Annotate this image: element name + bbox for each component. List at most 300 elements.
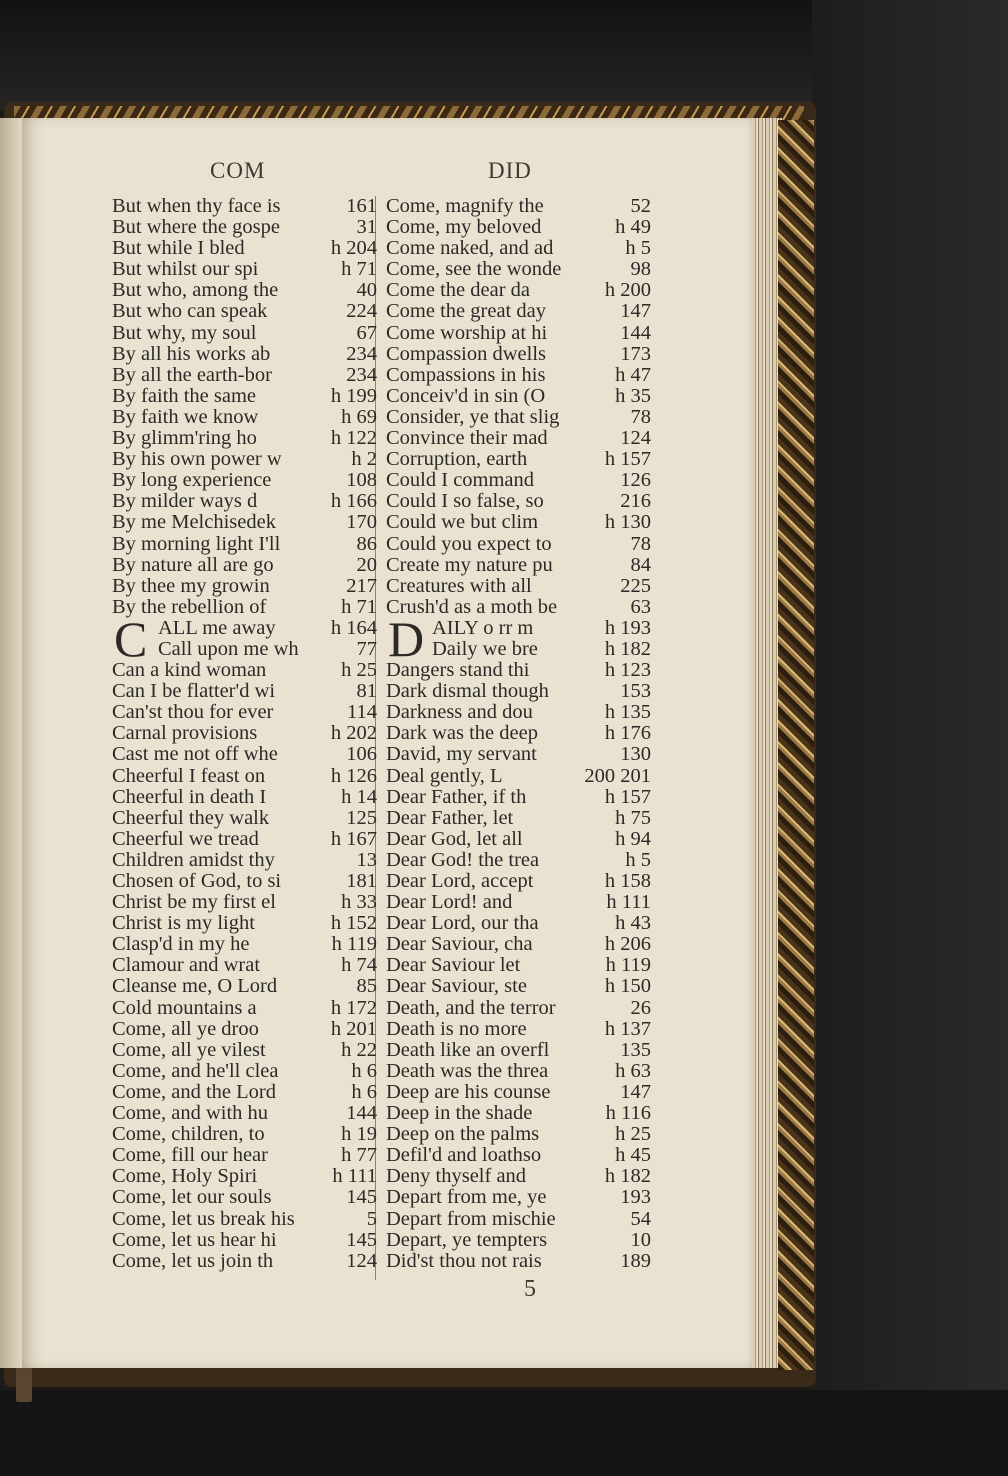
entry-text: Did'st thou not rais (386, 1249, 542, 1272)
index-entry (112, 1230, 377, 1251)
entry-text: By long experience (112, 469, 272, 492)
entry-number: h 119 (605, 954, 651, 977)
entry-number: 144 (346, 1102, 377, 1125)
entry-number: h 45 (615, 1144, 651, 1167)
entry-text: Cheerful in death I (112, 785, 267, 808)
entry-number: h 176 (604, 722, 651, 745)
index-entry (112, 238, 377, 259)
index-entry (112, 1124, 377, 1145)
index-entry (386, 934, 651, 955)
entry-number: h 204 (330, 237, 377, 260)
index-entry (386, 1124, 651, 1145)
entry-text: Come the great day (386, 300, 546, 323)
index-entry (386, 512, 651, 533)
entry-number: h 166 (330, 490, 377, 513)
entry-text: Dear Saviour, cha (386, 933, 533, 956)
entry-text: Christ is my light (112, 912, 255, 935)
entry-text: Children amidst thy (112, 848, 275, 871)
ribbon-marker (16, 1368, 32, 1402)
index-entry (386, 892, 651, 913)
index-entry (386, 196, 651, 217)
entry-number: 145 (346, 1228, 377, 1251)
index-entry (386, 702, 651, 723)
entry-number: h 75 (615, 806, 651, 829)
entry-number: h 157 (604, 785, 651, 808)
section-start-d (386, 610, 651, 667)
entry-number: 124 (346, 1249, 377, 1272)
entry-number: h 49 (615, 216, 651, 239)
entry-number: h 5 (625, 848, 651, 871)
index-entry (112, 344, 377, 365)
drop-cap-d: D (388, 610, 425, 667)
entry-text: David, my servant (386, 743, 537, 766)
entry-text: Come, let us hear hi (112, 1228, 277, 1251)
entry-number: 63 (630, 595, 651, 618)
index-entry (112, 1061, 377, 1082)
entry-number: 193 (620, 1186, 651, 1209)
entry-text: Come, let our souls (112, 1186, 272, 1209)
entry-number: 114 (347, 701, 377, 724)
entry-number: 81 (356, 680, 377, 703)
entry-text: Deep are his counse (386, 1080, 551, 1103)
entry-text: Dear God, let all (386, 827, 523, 850)
index-entry (386, 660, 651, 681)
entry-text: But where the gospe (112, 216, 280, 239)
entry-number: h 201 (330, 1017, 377, 1040)
entry-text: But whilst our spi (112, 258, 259, 281)
entry-number: 26 (630, 996, 651, 1019)
entry-text: Could we but clim (386, 511, 539, 534)
entry-number: 54 (630, 1207, 651, 1230)
entry-number: h 74 (341, 954, 377, 977)
entry-number: h 119 (331, 933, 377, 956)
entry-text: By milder ways d (112, 490, 258, 513)
index-entry (112, 702, 377, 723)
index-entry (386, 787, 651, 808)
entry-number: h 25 (615, 1123, 651, 1146)
index-entry (112, 723, 377, 744)
index-entry (112, 829, 377, 850)
index-entry (112, 1145, 377, 1166)
entry-number: 31 (356, 216, 377, 239)
index-list-c-entries-cont (386, 196, 651, 618)
entry-text: Dear Saviour, ste (386, 975, 527, 998)
entry-text: ALL me away (158, 616, 276, 639)
index-entry (386, 597, 651, 618)
entry-text: Come worship at hi (386, 321, 548, 344)
entry-text: Dangers stand thi (386, 659, 530, 682)
index-entry (112, 892, 377, 913)
entry-text: Daily we bre (432, 637, 538, 660)
entry-number: 77 (356, 637, 377, 660)
entry-number: 98 (630, 258, 651, 281)
entry-text: Darkness and dou (386, 701, 533, 724)
entry-number: 108 (346, 469, 377, 492)
entry-text: Deep on the palms (386, 1123, 540, 1146)
entry-text: Consider, ye that slig (386, 405, 560, 428)
entry-text: Come naked, and ad (386, 237, 554, 260)
entry-text: Come, magnify the (386, 195, 544, 217)
index-entry (386, 555, 651, 576)
entry-text: Cleanse me, O Lord (112, 975, 278, 998)
index-entry (112, 217, 377, 238)
entry-text: But why, my soul (112, 321, 257, 344)
entry-number: h 157 (604, 448, 651, 471)
index-entry (112, 512, 377, 533)
entry-text: Can I be flatter'd wi (112, 680, 276, 703)
entry-text: Come, and he'll clea (112, 1059, 279, 1082)
entry-number: h 167 (330, 827, 377, 850)
drop-cap-c: C (114, 610, 148, 667)
index-entry (386, 217, 651, 238)
index-entry (112, 1040, 377, 1061)
index-entry (386, 365, 651, 386)
entry-text: By faith the same (112, 384, 257, 407)
index-entry (386, 850, 651, 871)
entry-number: h 182 (604, 637, 651, 660)
entry-number: 86 (356, 532, 377, 555)
entry-text: Convince their mad (386, 427, 548, 450)
entry-text: Clamour and wrat (112, 954, 261, 977)
entry-number: 5 (366, 1207, 377, 1230)
index-column-right (386, 196, 651, 1272)
index-column-left (112, 196, 377, 1272)
entry-text: Deny thyself and (386, 1165, 527, 1188)
entry-number: h 47 (615, 363, 651, 386)
entry-number: h 25 (341, 659, 377, 682)
entry-text: Cast me not off whe (112, 743, 278, 766)
entry-number: 78 (630, 532, 651, 555)
index-entry (386, 301, 651, 322)
index-entry (386, 723, 651, 744)
index-entry (386, 1082, 651, 1103)
entry-text: By glimm'ring ho (112, 427, 257, 450)
entry-text: Defil'd and loathso (386, 1144, 542, 1167)
entry-number: 153 (620, 680, 651, 703)
index-entry (112, 365, 377, 386)
index-entry (112, 998, 377, 1019)
entry-text: Corruption, earth (386, 448, 528, 471)
entry-number: h 126 (330, 764, 377, 787)
index-list-d-entries (386, 660, 651, 1272)
index-entry (386, 449, 651, 470)
index-entry (386, 1145, 651, 1166)
entry-number: 126 (620, 469, 651, 492)
entry-text: Clasp'd in my he (112, 933, 250, 956)
background-right (812, 0, 1008, 1476)
entry-text: Come, all ye vilest (112, 1038, 266, 1061)
index-entry (112, 576, 377, 597)
entry-number: h 150 (604, 975, 651, 998)
index-entry (112, 323, 377, 344)
index-entry (112, 555, 377, 576)
index-entry (158, 639, 377, 660)
entry-number: 145 (346, 1186, 377, 1209)
entry-text: But when thy face is (112, 195, 281, 217)
entry-text: By his own power w (112, 448, 282, 471)
entry-text: Come, and the Lord (112, 1080, 276, 1103)
entry-number: h 135 (604, 701, 651, 724)
index-entry (112, 259, 377, 280)
index-entry (112, 491, 377, 512)
entry-number: h 2 (351, 448, 377, 471)
index-entry (386, 1230, 651, 1251)
entry-number: 135 (620, 1038, 651, 1061)
entry-number: 52 (630, 195, 651, 217)
index-entry (386, 808, 651, 829)
index-entry (112, 1209, 377, 1230)
entry-number: h 122 (330, 427, 377, 450)
entry-text: Create my nature pu (386, 553, 553, 576)
entry-number: 20 (356, 553, 377, 576)
entry-number: h 116 (605, 1102, 651, 1125)
entry-number: h 71 (341, 258, 377, 281)
entry-number: 173 (620, 342, 651, 365)
index-entry (386, 829, 651, 850)
entry-text: Could I so false, so (386, 490, 544, 513)
entry-number: 67 (356, 321, 377, 344)
entry-text: Chosen of God, to si (112, 870, 282, 892)
entry-text: Dear Father, let (386, 806, 514, 829)
entry-number: h 164 (330, 616, 377, 639)
entry-text: Dark was the deep (386, 722, 538, 745)
index-entry (386, 534, 651, 555)
entry-text: Cheerful I feast on (112, 764, 266, 787)
entry-number: 225 (620, 574, 651, 597)
entry-text: Come, let us join th (112, 1249, 274, 1272)
index-entry (386, 766, 651, 787)
index-entry (112, 470, 377, 491)
entry-number: 217 (346, 574, 377, 597)
entry-text: Death, and the terror (386, 996, 556, 1019)
entry-number: h 111 (332, 1165, 377, 1188)
index-entry (386, 323, 651, 344)
index-entry (386, 955, 651, 976)
entry-number: 106 (346, 743, 377, 766)
entry-number: 170 (346, 511, 377, 534)
entry-text: Depart, ye tempters (386, 1228, 548, 1251)
index-entry (112, 787, 377, 808)
entry-text: Death was the threa (386, 1059, 549, 1082)
entry-text: Depart from mischie (386, 1207, 556, 1230)
entry-text: Come, my beloved (386, 216, 542, 239)
index-entry (112, 744, 377, 765)
index-entry (112, 428, 377, 449)
entry-text: Come, see the wonde (386, 258, 562, 281)
entry-text: Come, Holy Spiri (112, 1165, 258, 1188)
index-entry (386, 280, 651, 301)
entry-number: 40 (356, 279, 377, 302)
running-head-right: DID (488, 158, 532, 183)
index-entry (112, 534, 377, 555)
index-entry (112, 1019, 377, 1040)
entry-number: 181 (346, 870, 377, 892)
entry-text: By nature all are go (112, 553, 274, 576)
index-entry (112, 766, 377, 787)
entry-text: Call upon me wh (158, 637, 299, 660)
index-list-b-entries (112, 196, 377, 618)
entry-text: Can'st thou for ever (112, 701, 274, 724)
entry-number: h 22 (341, 1038, 377, 1061)
entry-text: Come the dear da (386, 279, 531, 302)
entry-text: Come, and with hu (112, 1102, 269, 1125)
entry-number: h 182 (604, 1165, 651, 1188)
entry-number: h 123 (604, 659, 651, 682)
index-entry (386, 576, 651, 597)
entry-number: 124 (620, 427, 651, 450)
entry-number: h 6 (351, 1059, 377, 1082)
section-start-c (112, 610, 377, 667)
entry-text: Dear Lord! and (386, 891, 513, 914)
index-entry (112, 808, 377, 829)
entry-number: 147 (620, 300, 651, 323)
index-entry (158, 618, 377, 639)
index-entry (386, 744, 651, 765)
index-entry (112, 660, 377, 681)
entry-text: Carnal provisions (112, 722, 258, 745)
entry-text: Dear God! the trea (386, 848, 540, 871)
index-entry (386, 1209, 651, 1230)
index-entry (386, 1061, 651, 1082)
entry-number: 130 (620, 743, 651, 766)
index-entry (386, 407, 651, 428)
entry-number: h 19 (341, 1123, 377, 1146)
entry-text: By morning light I'll (112, 532, 281, 555)
entry-number: h 111 (606, 891, 651, 914)
entry-text: Come, children, to (112, 1123, 265, 1146)
index-entry (386, 470, 651, 491)
entry-number: 144 (620, 321, 651, 344)
entry-text: Dear Lord, accept (386, 870, 534, 892)
entry-text: Come, let us break his (112, 1207, 295, 1230)
entry-number: 78 (630, 405, 651, 428)
entry-text: Dear Father, if th (386, 785, 527, 808)
entry-number: h 158 (604, 870, 651, 892)
entry-number: h 77 (341, 1144, 377, 1167)
entry-text: Crush'd as a moth be (386, 595, 558, 618)
entry-text: But who, among the (112, 279, 279, 302)
entry-number: h 35 (615, 384, 651, 407)
entry-text: Cheerful we tread (112, 827, 259, 850)
entry-text: Come, fill our hear (112, 1144, 268, 1167)
entry-text: Compassion dwells (386, 342, 547, 365)
index-entry (386, 1040, 651, 1061)
entry-text: Dark dismal though (386, 680, 549, 703)
entry-number: h 200 (604, 279, 651, 302)
index-entry (112, 850, 377, 871)
entry-text: Death is no more (386, 1017, 527, 1040)
entry-number: h 63 (615, 1059, 651, 1082)
entry-number: 84 (630, 553, 651, 576)
entry-number: h 6 (351, 1080, 377, 1103)
entry-number: h 33 (341, 891, 377, 914)
entry-number: h 193 (604, 616, 651, 639)
entry-number: 10 (630, 1228, 651, 1251)
entry-number: 200 201 (584, 764, 651, 787)
index-entry (386, 238, 651, 259)
entry-number: h 71 (341, 595, 377, 618)
entry-text: Death like an overfl (386, 1038, 550, 1061)
index-list-c-entries (112, 660, 377, 1272)
entry-number: h 14 (341, 785, 377, 808)
entry-number: h 206 (604, 933, 651, 956)
index-entry (112, 597, 377, 618)
index-entry (112, 1103, 377, 1124)
entry-number: 125 (346, 806, 377, 829)
entry-text: Dear Lord, our tha (386, 912, 539, 935)
background-bottom (0, 1390, 1008, 1476)
entry-number: h 152 (330, 912, 377, 935)
entry-text: Depart from me, ye (386, 1186, 547, 1209)
index-entry (386, 913, 651, 934)
entry-number: 216 (620, 490, 651, 513)
entry-number: 224 (346, 300, 377, 323)
entry-number: h 199 (330, 384, 377, 407)
index-entry (112, 1082, 377, 1103)
entry-text: By all the earth-bor (112, 363, 272, 386)
index-entry (432, 618, 651, 639)
entry-number: h 202 (330, 722, 377, 745)
entry-number: h 94 (615, 827, 651, 850)
entry-text: By the rebellion of (112, 595, 267, 618)
entry-number: h 5 (625, 237, 651, 260)
index-entry (112, 913, 377, 934)
entry-number: 147 (620, 1080, 651, 1103)
index-entry (112, 934, 377, 955)
entry-text: Come, all ye droo (112, 1017, 259, 1040)
index-entry (112, 1166, 377, 1187)
index-entry (386, 344, 651, 365)
entry-text: By me Melchisedek (112, 511, 276, 534)
index-entry (112, 196, 377, 217)
entry-number: 189 (620, 1249, 651, 1272)
entry-text: Could I command (386, 469, 535, 492)
index-entry (386, 998, 651, 1019)
entry-text: Conceiv'd in sin (O (386, 384, 546, 407)
entry-number: 13 (356, 848, 377, 871)
entry-number: h 130 (604, 511, 651, 534)
entry-text: Deep in the shade (386, 1102, 533, 1125)
index-entry (386, 1166, 651, 1187)
entry-number: 161 (346, 195, 377, 217)
index-entry (112, 681, 377, 702)
index-entry (112, 407, 377, 428)
entry-text: Compassions in his (386, 363, 546, 386)
index-entry (386, 386, 651, 407)
index-entry (386, 1187, 651, 1208)
index-entry (386, 259, 651, 280)
index-entry (386, 871, 651, 892)
entry-number: 85 (356, 975, 377, 998)
entry-number: 234 (346, 363, 377, 386)
index-entry (112, 976, 377, 997)
running-head-left: COM (210, 158, 266, 183)
index-entry (112, 1187, 377, 1208)
entry-text: AILY o rr m (432, 616, 534, 639)
index-entry (386, 1103, 651, 1124)
entry-text: Could you expect to (386, 532, 552, 555)
gilt-spine-edge (778, 120, 814, 1370)
entry-text: By faith we know (112, 405, 259, 428)
index-entry (112, 871, 377, 892)
index-entry (112, 280, 377, 301)
entry-number: h 137 (604, 1017, 651, 1040)
entry-number: h 43 (615, 912, 651, 935)
index-entry (386, 428, 651, 449)
entry-text: But while I bled (112, 237, 245, 260)
index-entry (112, 955, 377, 976)
entry-text: Dear Saviour let (386, 954, 521, 977)
